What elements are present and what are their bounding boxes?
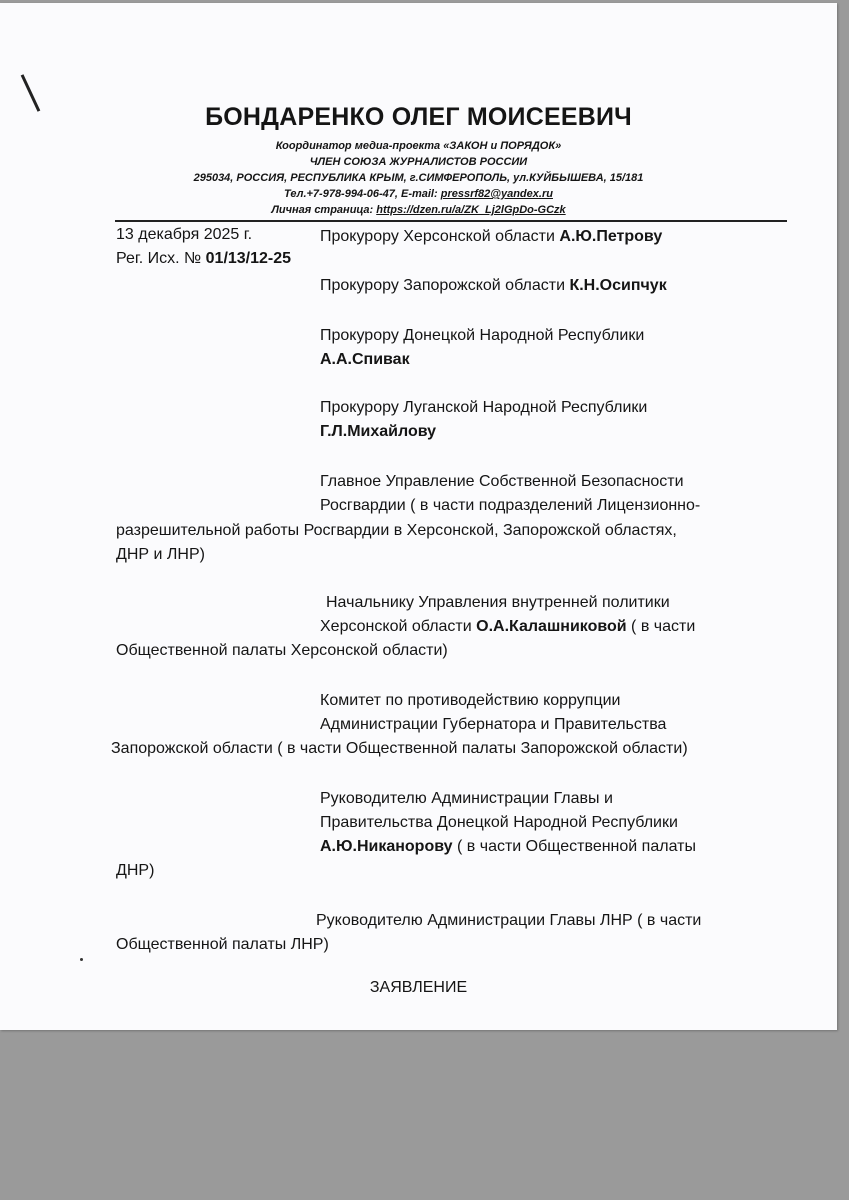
addressee-kherson-prosecutor <box>320 225 662 249</box>
addressee-lnr-admin-line2: Общественной палаты ЛНР) <box>116 936 329 953</box>
addressee-zaporozhye-committee-line1: Комитет по противодействию коррупции <box>320 692 621 709</box>
document-date: 13 декабря 2025 г. <box>116 226 253 243</box>
addressee-text: ( в части Общественной палаты <box>452 838 696 855</box>
addressee-name: А.А.Спивак <box>320 351 410 368</box>
document-title: ЗАЯВЛЕНИЕ <box>369 979 468 996</box>
author-contacts <box>0 188 837 200</box>
addressee-text: Прокурору Херсонской области <box>320 228 560 245</box>
addressee-name: Г.Л.Михайлову <box>320 423 437 440</box>
addressee-rosgvardia-line4: ДНР и ЛНР) <box>116 546 205 563</box>
author-membership: ЧЛЕН СОЮЗА ЖУРНАЛИСТОВ РОССИИ <box>309 156 528 168</box>
addressee-dnr-admin-line4: ДНР) <box>116 862 155 879</box>
addressee-lnr-admin-line1: Руководителю Администрации Главы ЛНР ( в части <box>316 912 702 929</box>
addressee-lnr-prosecutor: Прокурору Луганской Народной Республики <box>320 399 648 416</box>
phone-text: Тел.+7-978-994-06-47, E-mail: <box>284 188 441 200</box>
registration-number <box>116 247 291 271</box>
addressee-zaporozhye-committee-line2: Администрации Губернатора и Правительства <box>320 716 667 733</box>
addressee-rosgvardia-line1: Главное Управление Собственной Безопасности <box>320 473 684 490</box>
page-label: Личная страница: <box>271 204 377 216</box>
author-page <box>0 204 837 216</box>
addressee-rosgvardia-line3: разрешительной работы Росгвардии в Херсонской, Запорожской областях, <box>116 522 677 539</box>
addressee-dnr-prosecutor: Прокурору Донецкой Народной Республики <box>320 327 645 344</box>
author-role: Координатор медиа-проекта «ЗАКОН и ПОРЯДОК» <box>275 140 562 152</box>
addressee-name: А.Ю.Никанорову <box>320 838 453 855</box>
author-address: 295034, РОССИЯ, РЕСПУБЛИКА КРЫМ, г.СИМФЕРОПОЛЬ, ул.КУЙБЫШЕВА, 15/181 <box>193 172 644 184</box>
document-page <box>0 3 837 1030</box>
reg-value: 01/13/12-25 <box>205 250 292 267</box>
addressee-dnr-prosecutor-name <box>320 348 410 372</box>
author-name: БОНДАРЕНКО ОЛЕГ МОИСЕЕВИЧ <box>205 103 632 131</box>
addressee-lnr-prosecutor-name <box>320 420 436 444</box>
addressee-name: К.Н.Осипчук <box>569 277 667 294</box>
addressee-text: Прокурору Запорожской области <box>320 277 570 294</box>
addressee-name: А.Ю.Петрову <box>559 228 663 245</box>
addressee-kherson-policy-line2 <box>320 615 695 639</box>
addressee-rosgvardia-line2: Росгвардии ( в части подразделений Лицензионно- <box>320 497 701 514</box>
addressee-dnr-admin-line1: Руководителю Администрации Главы и <box>320 790 613 807</box>
email-link[interactable]: pressrf82@yandex.ru <box>440 188 553 200</box>
addressee-dnr-admin-line3 <box>320 835 696 859</box>
addressee-name: О.А.Калашниковой <box>476 618 627 635</box>
addressee-kherson-policy-line1: Начальнику Управления внутренней политики <box>326 594 670 611</box>
addressee-kherson-policy-line3: Общественной палаты Херсонской области) <box>116 642 448 659</box>
reg-label: Рег. Исх. № <box>116 250 206 267</box>
page-link[interactable]: https://dzen.ru/a/ZK_Lj2lGpDo-GCzk <box>376 204 566 216</box>
ink-dot <box>80 958 83 961</box>
addressee-text: ( в части <box>626 618 696 635</box>
addressee-dnr-admin-line2: Правительства Донецкой Народной Республики <box>320 814 678 831</box>
addressee-zaporozhye-prosecutor <box>320 274 667 298</box>
header-divider <box>115 220 787 222</box>
addressee-zaporozhye-committee-line3: Запорожской области ( в части Общественной палаты Запорожской области) <box>111 740 688 757</box>
addressee-text: Херсонской области <box>320 618 477 635</box>
